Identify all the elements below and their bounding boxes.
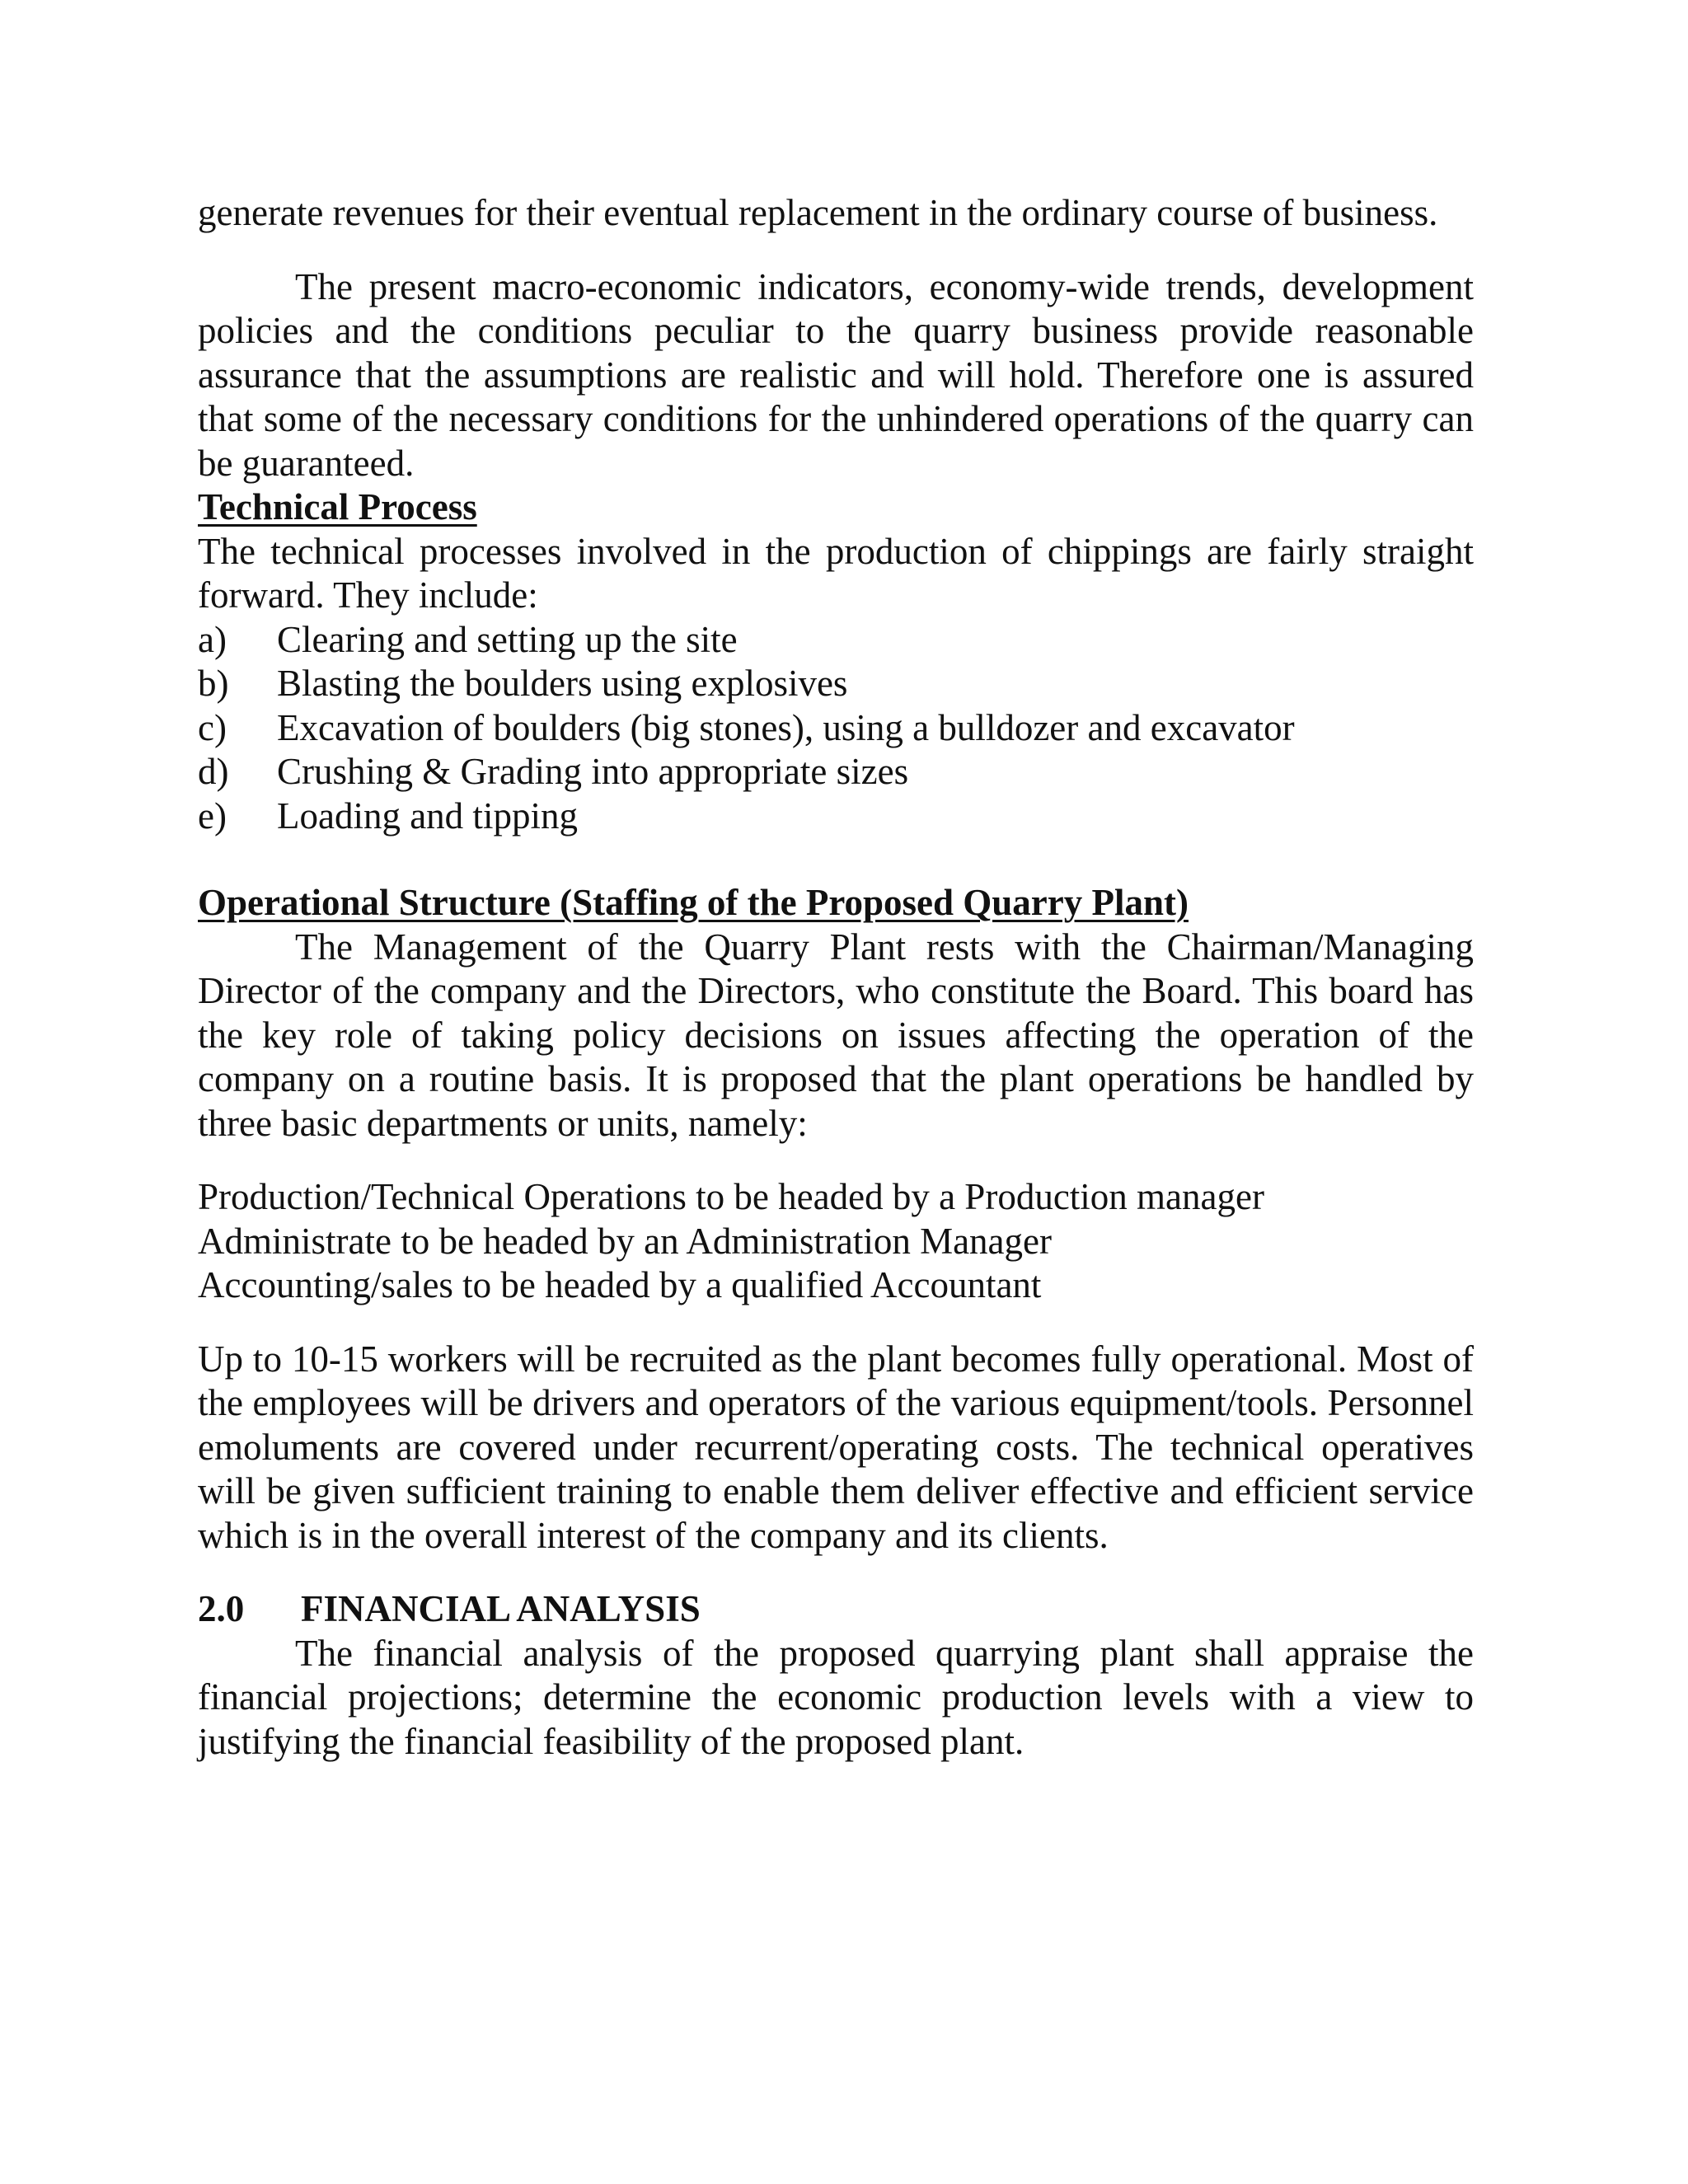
technical-steps-list [198, 618, 1474, 839]
list-item [198, 662, 1474, 706]
list-marker: e) [198, 794, 227, 837]
list-marker: d) [198, 751, 229, 792]
financial-analysis-heading [198, 1587, 1474, 1632]
technical-process-heading: Technical Process [198, 486, 477, 527]
list-marker: b) [198, 663, 229, 704]
operational-structure-paragraph: The Management of the Quarry Plant rests with the Chairman/Managing Director of the company and the Directors, who constitute the Board. This board has the key role of taking policy decisions on issues affecting the operation of the company on a routine basis. It is proposed that the plant operations be handled by three basic departments or units, namely: [198, 926, 1474, 1144]
list-item [198, 794, 1474, 839]
section-number: 2.0 [198, 1588, 245, 1629]
list-item [198, 618, 1474, 663]
list-item-text: Crushing & Grading into appropriate sizes [277, 751, 909, 792]
list-item-text: Loading and tipping [277, 794, 578, 837]
technical-intro-paragraph: The technical processes involved in the production of chippings are fairly straight forward. They include: [198, 530, 1474, 616]
intro-paragraph: generate revenues for their eventual replacement in the ordinary course of business. [198, 192, 1438, 233]
list-marker: a) [198, 618, 227, 660]
list-item [198, 750, 1474, 794]
macro-economic-paragraph: The present macro-economic indicators, economy-wide trends, development policies and the conditions peculiar to the quarry business provide reasonable assurance that the assumptions are realistic and will hold. Therefore one is assured that some of the necessary conditions for the unhindered operations of the quarry can be guaranteed. [198, 265, 1474, 484]
document-page [198, 191, 1474, 1764]
departments-list [198, 1175, 1474, 1308]
workers-paragraph: Up to 10-15 workers will be recruited as the plant becomes fully operational. Most of the employees will be drivers and operators of the various equipment/tools. Personnel emoluments are covered under recurrent/operating costs. The technical operatives will be given sufficient training to enable them deliver effective and efficient service which is in the overall interest of the company and its clients. [198, 1338, 1474, 1556]
list-marker: c) [198, 706, 227, 748]
department-line: Production/Technical Operations to be headed by a Production manager [198, 1176, 1264, 1217]
operational-structure-heading: Operational Structure (Staffing of the Proposed Quarry Plant) [198, 882, 1189, 923]
list-item-text: Blasting the boulders using explosives [277, 663, 848, 704]
list-item-text: Excavation of boulders (big stones), using a bulldozer and excavator [277, 706, 1295, 748]
section-title: FINANCIAL ANALYSIS [301, 1588, 701, 1629]
list-item [198, 706, 1474, 751]
list-item-text: Clearing and setting up the site [277, 618, 738, 660]
department-line: Accounting/sales to be headed by a qualified Accountant [198, 1264, 1042, 1305]
department-line: Administrate to be headed by an Administration Manager [198, 1220, 1052, 1262]
financial-analysis-paragraph: The financial analysis of the proposed quarrying plant shall appraise the financial projections; determine the economic production levels with a view to justifying the financial feasibility of the proposed plant. [198, 1632, 1474, 1762]
